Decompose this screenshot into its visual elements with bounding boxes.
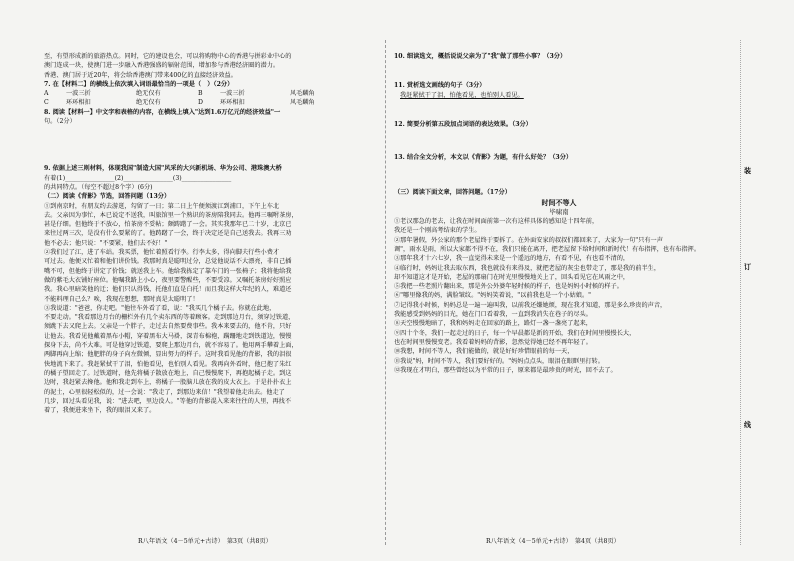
question-12: 12. 简要分析第五段加点词语的表达效果。（3分） — [394, 120, 532, 128]
option-letter: D — [198, 99, 203, 107]
option-letter: A — [44, 90, 49, 98]
passage-line: ⑫我现在才明白，那些曾经以为平常的日子，原来都是最珍贵的时光，回不去了。 — [394, 366, 617, 374]
left-page — [44, 52, 376, 534]
option-text: 风毛麟角 — [290, 99, 315, 107]
passage-line: 的橘子望回走了。过铁道时，他先将橘子散放在地上，自己慢慢爬下，再抱起橘子走。到这 — [44, 369, 292, 377]
option-text: 环环相扣 — [220, 99, 245, 107]
text-line: 香港、澳门居于近20年，将会给香港澳门带来400亿的直接经济效益。 — [44, 71, 237, 79]
passage-line: ①到南京时，有朋友约去游逛，勾留了一日；第二日上午便须渡江到浦口，下午上车北 — [44, 202, 280, 210]
question-11-sentence: 我赶紧拭干了泪，怕他看见，也怕别人看见。 — [400, 91, 524, 99]
passage-line: 我能感受到妈妈的目光，她在门口看着我，一直到我消失在巷子的尽头。 — [394, 311, 592, 319]
question-11: 11. 赏析选文画线的句子（3分） — [394, 82, 486, 90]
passage-line: ②我们过了江，进了车站。我买票，他忙着照看行李。行李太多，得向脚夫行些小费才 — [44, 249, 280, 257]
binding-char: 线 — [744, 420, 751, 429]
passage-line: 须跳下去又爬上去。父亲是一个胖子，走过去自然要费事些。我本来要去的，他不肯，只好 — [44, 323, 292, 331]
question-9: 9. 依据上述三则材料，体现我国"制造大国"风采的大兴新机场、华为公司、港珠澳大桥 — [44, 165, 282, 173]
article-passage — [394, 217, 724, 375]
passage-line: 几步，回过头看见我，说："进去吧，里边没人。"等他的背影混入来来往往的人里，再找不 — [44, 397, 292, 405]
passage-line: 不能料理自己么？唉，我现在想想，那时真是太聪明了！ — [44, 295, 199, 303]
passage-line: ③我说道："爸爸，你走吧。"他往车外看了看，说："我买几个橘子去。你就在此地， — [44, 304, 276, 312]
right-page — [394, 52, 724, 534]
option-text: 绝无仅有 — [136, 90, 161, 98]
question-7: 7. 在【材料二】的横线上依次填入词语最恰当的一项是（ ）（2分） — [44, 80, 234, 88]
page-divider — [385, 40, 386, 545]
option-letter: C — [44, 99, 49, 107]
passage-line: ②那年暑假，外公家的那个老屋终于要拆了。在外面安家的叔叔们都回来了，大家为一句"只有一声 — [394, 236, 663, 244]
passage-line: 甚是仔细。但他终于不放心，怕茶房不妥帖；颇踌躇了一会。其实我那年已二十岁，北京已 — [44, 221, 292, 229]
section-2-header: （二）阅读《背影》节选，回答问题（13分） — [44, 193, 171, 201]
passage-line: 也在时间里慢慢变老。我看着妈妈的背影，忽然觉得她已经不再年轻了。 — [394, 338, 592, 346]
question-9-cont: 的共同特点。（每空不超过8个字）(6分) — [44, 183, 153, 191]
passage-line: 探身下去，尚不大难。可是他穿过铁道，要爬上那边月台，就不容易了。他用两手攀着上面， — [44, 342, 298, 350]
passage-line: 让他去。我看见他戴着黑布小帽，穿着黑布大马褂，深青布棉袍，蹒跚地走到铁道边，慢慢 — [44, 332, 292, 340]
answer-space — [394, 162, 724, 188]
section-3-header: （三）阅读下面文章，回答问题。（17分） — [394, 189, 511, 197]
binding-margin — [740, 40, 759, 545]
passage-line: 边时，我赶紧去搀他。他和我走到车上，将橘子一股脑儿放在我的皮大衣上。于是扑扑衣上 — [44, 379, 292, 387]
question-9-blanks: 有着(1)________________(2)________________(3)________________ — [44, 174, 232, 182]
passage-line: 来往过两三次，是没有什么要紧的了。他踌躇了一会，终于决定还是自己送我去。我再三劝 — [44, 230, 292, 238]
passage-line: 快地流下来了。我赶紧拭干了泪，怕他看见，也怕别人看见。我再向外看时，他已抱了朱红 — [44, 360, 292, 368]
passage-line: 可过去。他便又忙着和他们讲价钱。我那时真是聪明过分，总觉他说话不大漂亮，非自己插 — [44, 258, 292, 266]
q7-option-row — [44, 98, 376, 107]
answer-space — [44, 126, 376, 164]
footer-right: R八年语文（4－5单元+古诗） 第4页（共8页） — [486, 538, 620, 545]
passage-line: 我还是一个刚高考结束的学生。 — [394, 227, 481, 235]
passage-line: 去。父亲因为事忙，本已说定不送我，叫旅馆里一个熟识的茶房陪我同去。他再三嘱咐茶房， — [44, 211, 298, 219]
passage-line: 嘴不可，但他终于讲定了价钱；就送我上车。他给我拣定了靠车门的一张椅子；我将他给我 — [44, 267, 292, 275]
option-text: 环环相扣 — [66, 99, 91, 107]
passage-line: ⑨四十个冬，我们一起走过的日子，每一个早晨都是新的开始，我们在时间里慢慢长大， — [394, 329, 636, 337]
q7-option-row — [44, 89, 376, 98]
passage-line: ⑧天空慢慢地暗了，我和妈妈走在回家的路上，路灯一盏一盏亮了起来， — [394, 320, 592, 328]
passage-line: ⑤我把一些老照片翻出来，那是外公外婆年轻时候的样子，也是妈妈小时候的样子。 — [394, 283, 623, 291]
question-8: 8. 阅读【材料一】中文字和表格的内容，在横线上填入"达到1.6万亿元的经济效益"一 — [44, 108, 281, 116]
passage-line: 做的紫毛大衣铺好座位。他嘱我路上小心，夜里要警醒些，不要受凉。又嘱托茶房好好照应 — [44, 276, 292, 284]
passage-line: 着了，我便进来坐下，我的眼泪又来了。 — [44, 407, 156, 415]
passage-line: ⑥"哪里像我的妈，满脸皱纹。"妈妈笑着说，"以前我也是一个小姑娘。" — [394, 292, 592, 300]
text-line: 澳门连成一块，使澳门进一步融入香港强盛的辐射范围，增加参与香港经济圈的潜力。 — [44, 62, 280, 70]
passage-line: 我。我心里暗笑他的迂；他们只认得钱，托他们直是白托！而且我这样大年纪的人，难道还 — [44, 286, 292, 294]
passage-line: ④临行时，妈妈让我去取东西，我也就没有来得及，就把老屋的灰尘也带走了，那是我的前半生， — [394, 264, 661, 272]
passage-line: ③那年我才十六七岁，我一直觉得未来是一个遥远的地方，有看不见，有也看不清的， — [394, 255, 630, 263]
article-title: 时间不等人 — [541, 197, 577, 207]
option-letter: B — [198, 90, 203, 98]
article-author: 毕啸南 — [549, 207, 569, 216]
binding-char: 装 — [744, 166, 751, 175]
passage-line: 两脚再向上缩；他肥胖的身子向左微倾，显出努力的样子。这时我看见他的背影，我的泪很 — [44, 351, 292, 359]
binding-char: 订 — [744, 262, 751, 271]
footer-left: R八年语文（4－5单元+古诗） 第3页（共8页） — [138, 538, 272, 545]
answer-space — [394, 61, 724, 81]
option-text: 绝无仅有 — [136, 99, 161, 107]
answer-space — [394, 100, 724, 120]
question-8-cont: 句。（2分） — [44, 118, 76, 126]
passage-line: ⑩我想，时间不等人，我们能做的，就是好好珍惜眼前的每一天， — [394, 348, 574, 356]
passage-line: ⑪我说"妈，时间不等人，我们要好好的。"妈妈点点头，眼泪在眼眶里打转。 — [394, 357, 604, 365]
passage-line: 不要走动。"我看那边月台的栅栏外有几个卖东西的等着顾客。走到那边月台，须穿过铁道， — [44, 314, 295, 322]
option-text: 一波三折 — [220, 90, 245, 98]
question-13: 13. 结合全文分析，本文以《背影》为题，有什么好处？（3分） — [394, 154, 573, 162]
beiying-passage — [44, 202, 376, 416]
option-text: 风毛麟角 — [290, 90, 315, 98]
answer-space — [394, 129, 724, 153]
option-text: 一波三折 — [66, 90, 91, 98]
passage-line: ⑦记得我小时候，妈妈总是一遍一遍叫我，以前我还嫌她烦，现在我才知道，那是多么珍贵的声音， — [394, 301, 667, 309]
passage-line: 调"，雨水是雨，所以大家都不得不在，我们只能在离开，把老屋留下给时间和新时代！有布指挥，也有布指挥。 — [394, 245, 701, 253]
passage-line: ①老汉那急的老去，让我在时间面前第一次有这样具体的感知是十四年前， — [394, 218, 599, 226]
passage-line: 的泥土，心里很轻松似的，过一会说："我走了，到那边来信！"我望着他走出去。他走了 — [44, 388, 285, 396]
passage-line: 却不知道这才是开始，老屋的那扇门在时光里慢慢地关上了，回头看见它在风雨之中， — [394, 273, 630, 281]
question-10: 10. 细读选文，概括说说父亲为了"我"做了那些小事？（3分） — [394, 53, 567, 60]
passage-line: 他不必去；他只说："不要紧，他们去不好！" — [44, 239, 168, 247]
text-line: 至，有望形成新的旅游热点。同时，它的建设也会，可以将购物中心的香港与拼彩业中心的 — [44, 53, 292, 60]
